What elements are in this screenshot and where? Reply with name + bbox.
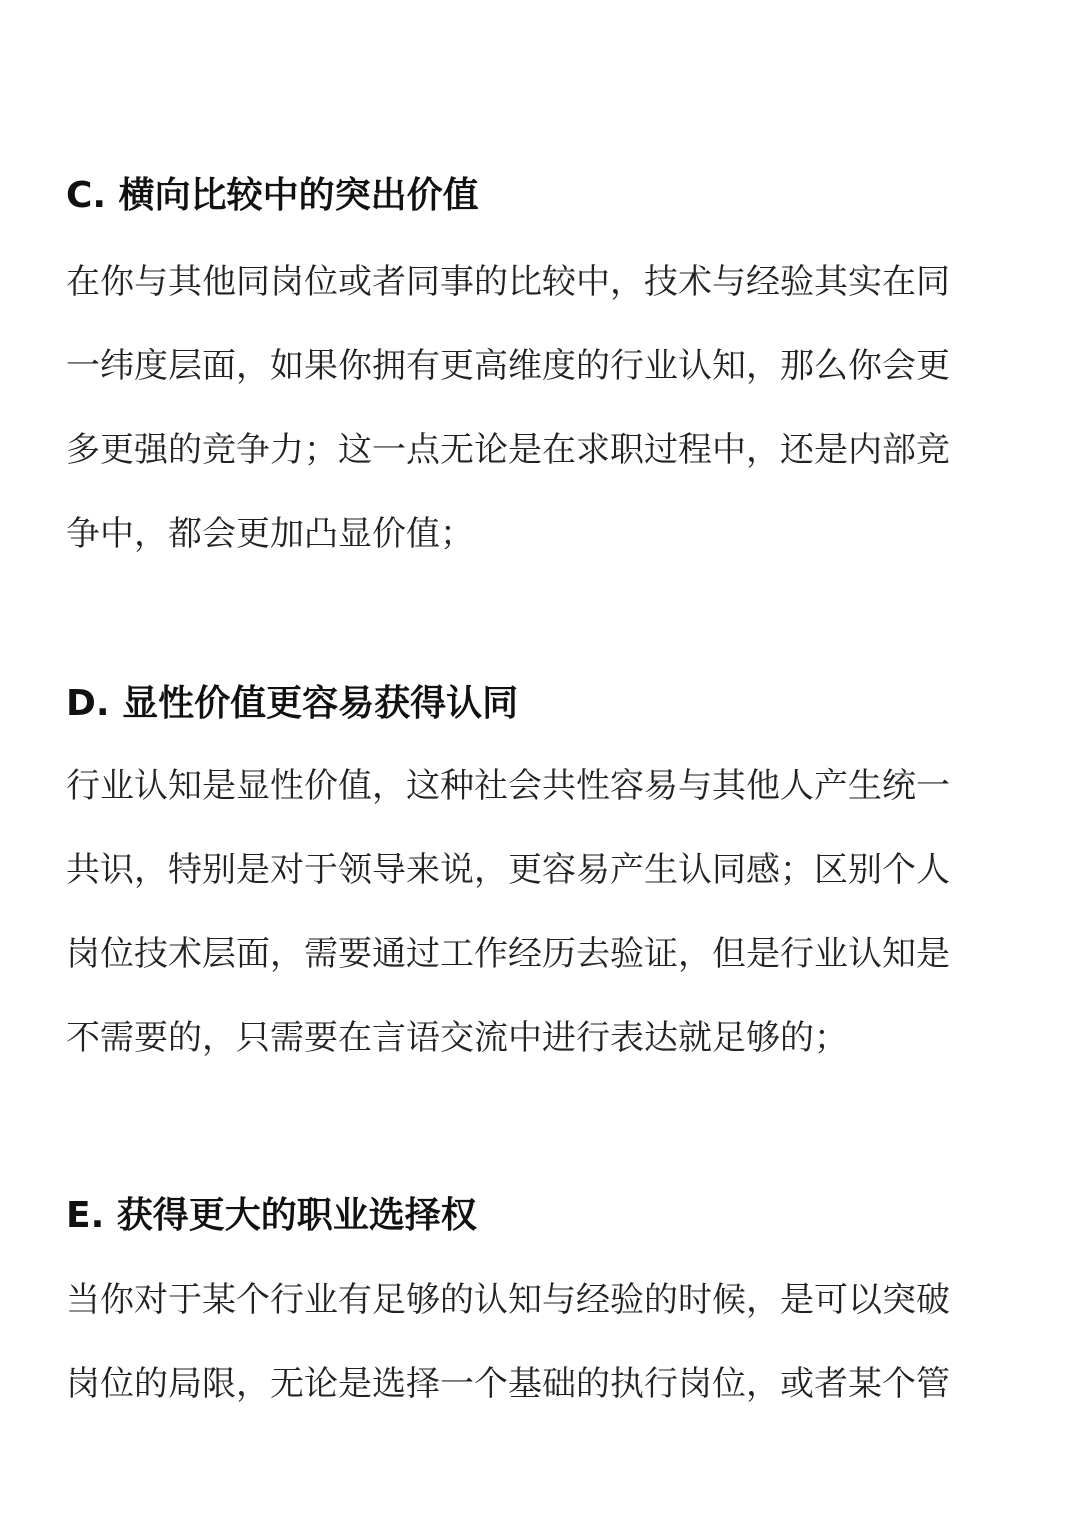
paragraph-line: 争中，都会更加凸显价值； bbox=[66, 514, 474, 554]
paragraph-line: 不需要的，只需要在言语交流中进行表达就足够的； bbox=[66, 1018, 848, 1058]
section-body-c bbox=[66, 240, 1026, 576]
section-body-e bbox=[66, 1258, 1026, 1426]
paragraph-line: 当你对于某个行业有足够的认知与经验的时候，是可以突破 bbox=[66, 1280, 950, 1320]
section-heading-d: D. 显性价值更容易获得认同 bbox=[66, 683, 519, 724]
paragraph-line: 一纬度层面，如果你拥有更高维度的行业认知，那么你会更 bbox=[66, 346, 950, 386]
paragraph-line: 共识，特别是对于领导来说，更容易产生认同感；区别个人 bbox=[66, 850, 950, 890]
paragraph-line: 岗位技术层面，需要通过工作经历去验证，但是行业认知是 bbox=[66, 934, 950, 974]
paragraph-line: 岗位的局限，无论是选择一个基础的执行岗位，或者某个管 bbox=[66, 1364, 950, 1404]
paragraph-line: 在你与其他同岗位或者同事的比较中，技术与经验其实在同 bbox=[66, 262, 950, 302]
section-heading-c: C. 横向比较中的突出价值 bbox=[66, 175, 479, 216]
section-body-d bbox=[66, 744, 1026, 1080]
paragraph-line: 多更强的竞争力；这一点无论是在求职过程中，还是内部竞 bbox=[66, 430, 950, 470]
paragraph-line: 行业认知是显性价值，这种社会共性容易与其他人产生统一 bbox=[66, 766, 950, 806]
section-heading-e: E. 获得更大的职业选择权 bbox=[66, 1195, 477, 1236]
